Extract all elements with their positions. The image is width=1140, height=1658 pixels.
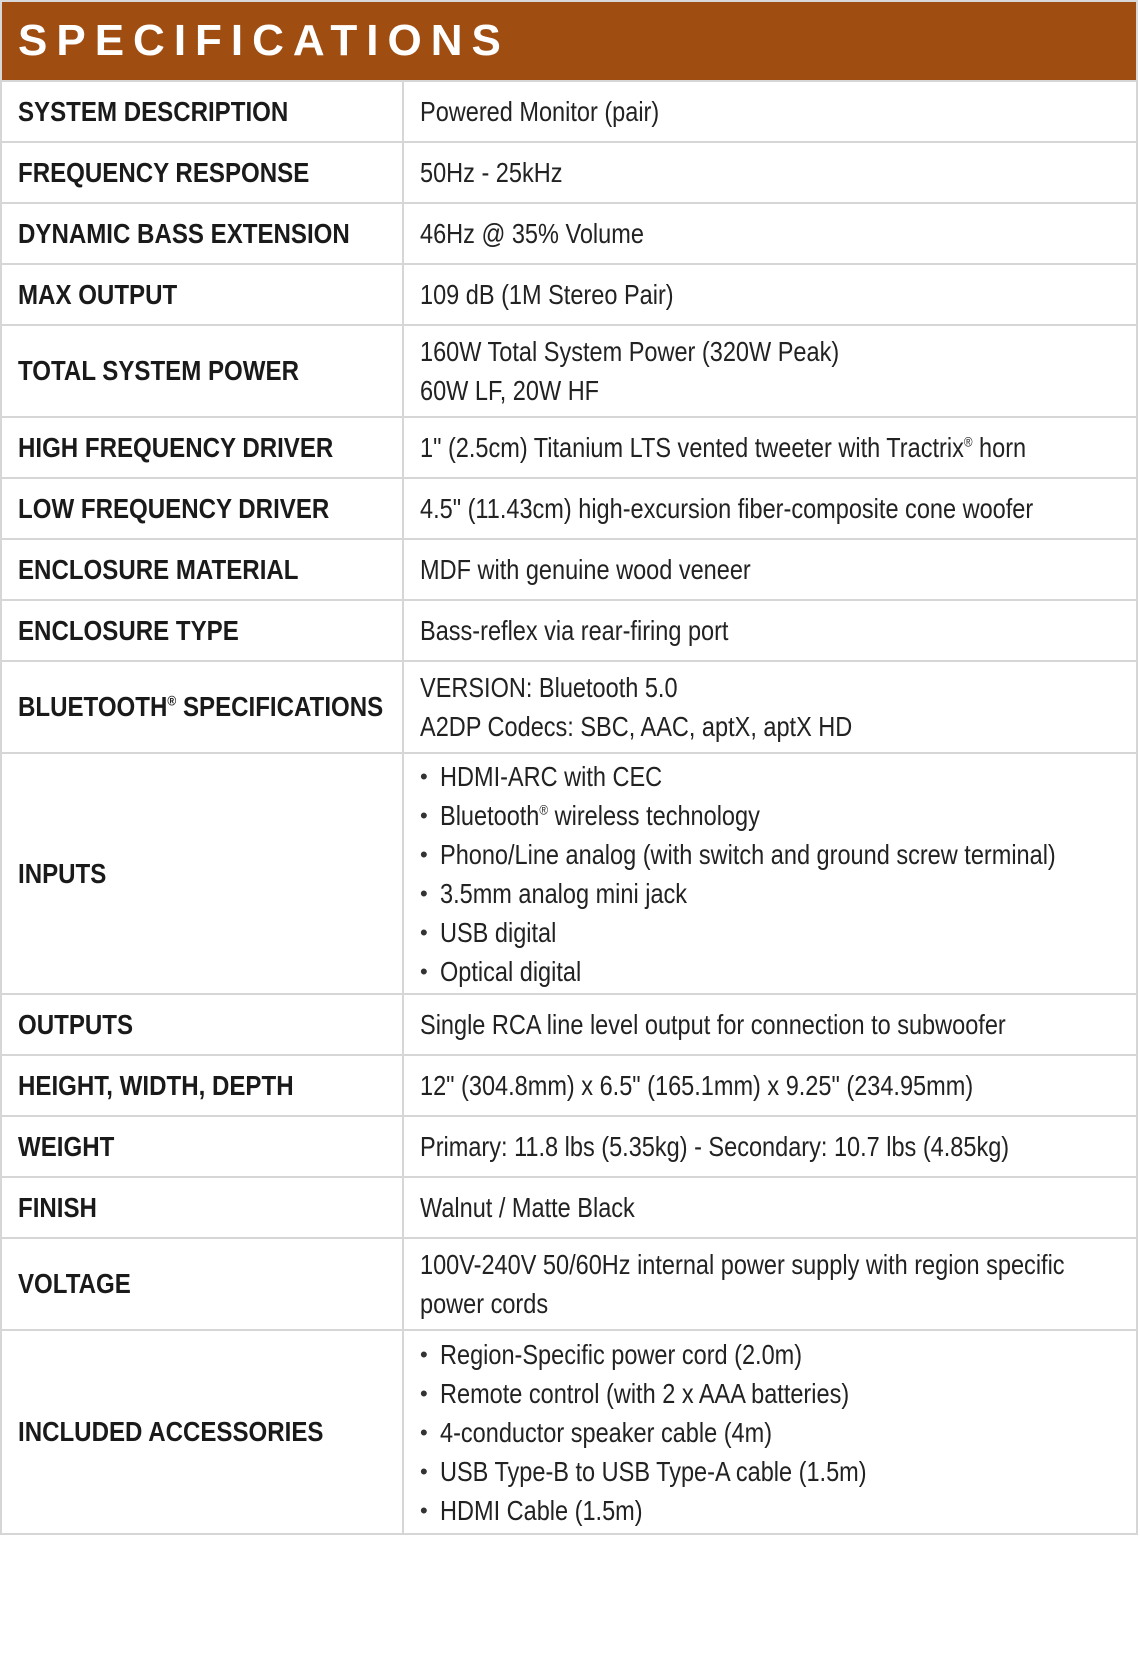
row-value: 1" (2.5cm) Titanium LTS vented tweeter with Tractrix® horn <box>403 417 1137 478</box>
table-row <box>1 753 1137 994</box>
table-row <box>1 142 1137 203</box>
table-row <box>1 661 1137 753</box>
table-row <box>1 417 1137 478</box>
row-label: TOTAL SYSTEM POWER <box>1 325 403 417</box>
row-label: FINISH <box>1 1177 403 1238</box>
bullet-icon: • <box>420 1380 428 1406</box>
row-label: MAX OUTPUT <box>1 264 403 325</box>
row-label: VOLTAGE <box>1 1238 403 1330</box>
list-item: • Region-Specific power cord (2.0m) <box>420 1335 1120 1374</box>
row-value: 46Hz @ 35% Volume <box>403 203 1137 264</box>
row-value: 50Hz - 25kHz <box>403 142 1137 203</box>
row-value: MDF with genuine wood veneer <box>403 539 1137 600</box>
table-row <box>1 1177 1137 1238</box>
row-value: 4.5" (11.43cm) high-excursion fiber-composite cone woofer <box>403 478 1137 539</box>
table-row <box>1 539 1137 600</box>
table-row <box>1 325 1137 417</box>
row-label: HEIGHT, WIDTH, DEPTH <box>1 1055 403 1116</box>
row-value <box>403 1330 1137 1534</box>
row-value: Bass-reflex via rear-firing port <box>403 600 1137 661</box>
list-item: • Phono/Line analog (with switch and ground screw terminal) <box>420 835 1120 874</box>
table-row <box>1 1330 1137 1534</box>
table-row <box>1 994 1137 1055</box>
row-value: Walnut / Matte Black <box>403 1177 1137 1238</box>
row-label: LOW FREQUENCY DRIVER <box>1 478 403 539</box>
row-label: BLUETOOTH® SPECIFICATIONS <box>1 661 403 753</box>
table-row <box>1 600 1137 661</box>
row-value: 100V-240V 50/60Hz internal power supply with region specific power cords <box>403 1238 1137 1330</box>
table-row <box>1 203 1137 264</box>
spec-table <box>0 80 1138 1535</box>
table-row <box>1 1116 1137 1177</box>
list-item: • 4-conductor speaker cable (4m) <box>420 1413 1120 1452</box>
row-label: SYSTEM DESCRIPTION <box>1 81 403 142</box>
inputs-list <box>420 757 1120 991</box>
list-item: • USB digital <box>420 913 1120 952</box>
list-item: • Optical digital <box>420 952 1120 991</box>
row-value: VERSION: Bluetooth 5.0 A2DP Codecs: SBC, AAC, aptX, aptX HD <box>403 661 1137 753</box>
row-value: 12" (304.8mm) x 6.5" (165.1mm) x 9.25" (234.95mm) <box>403 1055 1137 1116</box>
row-value: Single RCA line level output for connection to subwoofer <box>403 994 1137 1055</box>
bullet-icon: • <box>420 1341 428 1367</box>
row-label: INCLUDED ACCESSORIES <box>1 1330 403 1534</box>
table-row <box>1 264 1137 325</box>
bullet-icon: • <box>420 1458 428 1484</box>
row-label: WEIGHT <box>1 1116 403 1177</box>
bullet-icon: • <box>420 1419 428 1445</box>
row-label: OUTPUTS <box>1 994 403 1055</box>
row-value: Powered Monitor (pair) <box>403 81 1137 142</box>
spec-banner <box>0 0 1138 80</box>
table-row <box>1 478 1137 539</box>
table-row <box>1 81 1137 142</box>
row-label: ENCLOSURE TYPE <box>1 600 403 661</box>
row-value <box>403 753 1137 994</box>
list-item: • HDMI-ARC with CEC <box>420 757 1120 796</box>
table-row <box>1 1055 1137 1116</box>
list-item: • Remote control (with 2 x AAA batteries) <box>420 1374 1120 1413</box>
bullet-icon: • <box>420 1497 428 1523</box>
row-value: 109 dB (1M Stereo Pair) <box>403 264 1137 325</box>
list-item: • Bluetooth® wireless technology <box>420 796 1120 835</box>
row-label: INPUTS <box>1 753 403 994</box>
accessories-list <box>420 1335 1120 1530</box>
bullet-icon: • <box>420 919 428 945</box>
row-label: ENCLOSURE MATERIAL <box>1 539 403 600</box>
bullet-icon: • <box>420 841 428 867</box>
table-row <box>1 1238 1137 1330</box>
list-item: • 3.5mm analog mini jack <box>420 874 1120 913</box>
row-label: HIGH FREQUENCY DRIVER <box>1 417 403 478</box>
list-item: • USB Type-B to USB Type-A cable (1.5m) <box>420 1452 1120 1491</box>
bullet-icon: • <box>420 763 428 789</box>
row-value: Primary: 11.8 lbs (5.35kg) - Secondary: 10.7 lbs (4.85kg) <box>403 1116 1137 1177</box>
row-value: 160W Total System Power (320W Peak) 60W LF, 20W HF <box>403 325 1137 417</box>
bullet-icon: • <box>420 802 428 828</box>
row-label: FREQUENCY RESPONSE <box>1 142 403 203</box>
row-label: DYNAMIC BASS EXTENSION <box>1 203 403 264</box>
bullet-icon: • <box>420 958 428 984</box>
bullet-icon: • <box>420 880 428 906</box>
list-item: • HDMI Cable (1.5m) <box>420 1491 1120 1530</box>
page-title: SPECIFICATIONS <box>18 16 510 65</box>
